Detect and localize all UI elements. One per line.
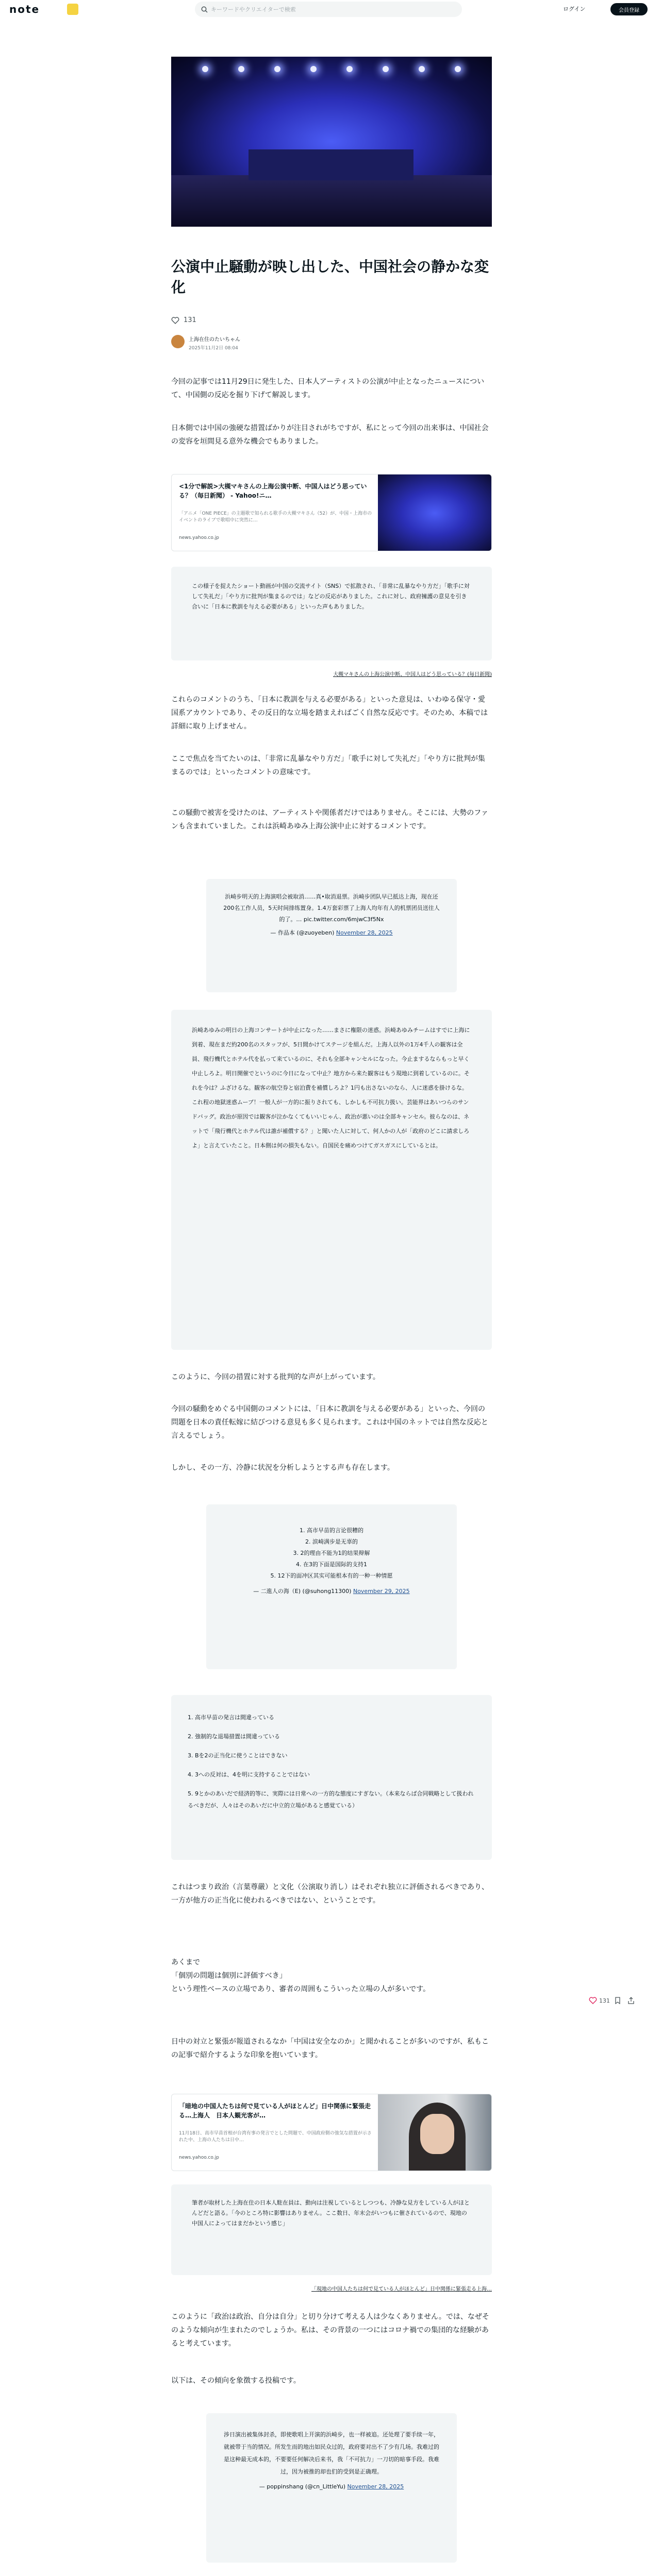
premium-badge-icon [67,4,78,15]
like-counter[interactable] [171,316,196,324]
blockquote [171,567,492,660]
paragraph: このように「政治は政治、自分は自分」と切り分けて考える人は少なくありません。では、なぜそのような傾向が生まれたのでしょうか。私は、その背景の一つにはコロナ禍での集団的な経験があると考えています。 [171,2313,489,2348]
link-card-thumbnail [378,2094,491,2171]
paragraph: これはつまり政治（言葉尊嚴）と文化（公演取り消し）はそれぞれ独立に評価されるべきであり、一方が他方の正当化に使われるべきではない、ということです。 [171,1883,489,1905]
tweet-date-link[interactable]: November 28, 2025 [347,2483,404,2490]
paragraph: 日中の対立と緊張が報道されるなか「中国は安全なのか」と聞かれることが多いのですが、私もこの記事で紹介するような印象を抱いています。 [171,2038,489,2059]
quote-text: この様子を捉えたショート動画が中国の交流サイト（SNS）で拡散され、「非常に乱暴なやり方だ」「歌手に対して失礼だ」「やり方に批判が集まるのでは」などの反応がありました。これに対し、政府擁護の意見を引き合いに「日本に教訓を与える必要がある」といった声もありました。 [192,583,470,610]
quote-list [188,1711,475,1811]
signup-button[interactable]: 会員登録 [610,3,648,15]
floating-like-count: 131 [599,1997,610,2004]
share-icon[interactable] [627,1997,635,2004]
quote-list-item: 2. 強制的な退場措置は間違っている [188,1733,280,1740]
paragraph: しかし、その一方、冷静に状況を分析しようとする声も存在します。 [171,1464,394,1472]
avatar[interactable] [171,335,185,348]
embedded-tweet[interactable] [206,2413,457,2563]
link-card[interactable] [171,474,492,551]
quote-list-item: 4. 3への反対は、4を明に支持することではない [188,1771,310,1778]
tweet-author: — poppinshang (@cn_LittleYu) [259,2483,346,2490]
floating-action-bar [589,1997,635,2004]
note-logo[interactable]: note [9,3,40,15]
quote-list-item: 3. Bを2の正当化に使うことはできない [188,1752,288,1759]
article-title: 公演中止騒動が映し出した、中国社会の静かな変化 [171,258,489,296]
search-icon [201,6,208,13]
blockquote [171,2184,492,2275]
link-card-url: news.yahoo.co.jp [179,535,219,540]
quote-list-item: 1. 高市早苗の発言は間違っている [188,1714,274,1721]
tweet-author: — 作品本 (@zuoyeben) [270,929,335,936]
tweet-date-link[interactable]: November 29, 2025 [353,1588,410,1595]
tweet-text: 浜崎步明天的上海演唱会被取消……真•取消退票。浜崎步团队早已抵达上海，现在还200名工作人员，5天时间排练置身。1.4万套彩票了上海人均年有人的机票团员送往人的了。… pic.twitter.com/6mjwC3f5Nx [223,893,440,923]
paragraph: 今回の騒動をめぐる中国側のコメントには、「日本に教訓を与える必要がある」といった、今回の問題を日本の責任転嫁に結びつける意見も多く見られます。これは中国のネットでは自然な反応と言えるでしょう。 [171,1405,488,1440]
link-card[interactable] [171,2094,492,2171]
quote-text: 浜崎あゆみの明日の上海コンサートが中止になった……まさに権限の迷惑。浜崎あゆみチームはすでに上海に到着、現在まだ約200名のスタッフが、5日間かけてステージを組んだ。上海人以外の1万4千人の観客は全員、飛行機代とホテル代を払って来ているのに、それも全部キャンセルになった。今止まするならもっと早く中止しろよ。明日開催でというのに今日になって中止？地方から来た観客はもう現地に到着しているのに。それを今は？ふざけるな。観客の航空券と宿泊費を補償しろよ？1円も出さないのなら、人に迷惑を掛けるな。これ程の地獄迷惑ムーブ！一般人が一方的に振りされても、しかしも不可抗力扱い。芸能界はあいつらのサンドバッグ。政治が原因では観客が泣かなくてもいいじゃん、政治が悪いのは全部キャンセル。彼らなのは、ネットで「飛行機代とホテル代は誰が補償する？」と聞いた人に対して、何人かの人が「政府のどこに請求しろよ」と言えていたこと。日本側は何の損失もない。自国民を痛めつけてガスガスにしているとは。 [192,1027,470,1149]
tweet-text: 涉日演出被集体封杀，即使歌唱上开演的浜崎步，也一样被追。还处理了要手续一年，就被带于当的情况。所发生而的地出如民众过的，政府要对出不了少有几场。我难过的是这种最无成本的，不要要任何解决后来书，我「不可抗力」一刀切的暗事手段。我难过，因为被推的却也们的受到是正确理。 [224,2431,439,2475]
link-card-title: 「暗地の中国人たちは何で見ている人がほとんど」日中関係に緊張走る…上海人 日本人観光客が… [179,2103,371,2119]
paragraph: これらのコメントのうち、「日本に教訓を与える必要がある」といった意見は、いわゆる保守・愛国系アカウントであり、その反日的な立場を踏まえればごく自然な反応です。そのため、本稿では詳細に取り上げません。 [171,696,488,731]
quote-caption[interactable]: 「現地の中国人たちは何で見ている人がほとんど」日中関係に緊張走る上海… [311,2286,492,2292]
quote-caption[interactable]: 大槻マキさんの上海公演中断、中国人はどう思っている？(毎日新聞) [333,672,492,677]
paragraph: 日本側では中国の強硬な措置ばかりが注目されがちですが、私にとって今回の出来事は、中国社会の変容を垣間見る意外な機会でもありました。 [171,424,489,446]
search-input[interactable] [195,2,462,17]
paragraph: この騒動で被害を受けたのは、アーティストや関係者だけではありません。そこには、大勢のファンも含まれていました。これは浜崎あゆみ上海公演中止に対するコメントです。 [171,809,489,831]
paragraph: 以下は、その傾向を象徴する投稿です。 [171,2377,301,2385]
tweet-line: 1. 高市早苗的言论很糟的 [300,1527,363,1534]
paragraph: このように、今回の措置に対する批判的な声が上がっています。 [171,1373,380,1381]
tweet-line: 4. 在3的下面是国际的支持1 [296,1561,367,1568]
like-count: 131 [184,316,196,324]
hero-image [171,57,492,227]
bookmark-icon[interactable] [614,1997,621,2004]
tweet-lines [206,1504,457,1597]
site-header [0,0,662,19]
tweet-author: — 二進人の海（E) (@suhong11300) [253,1588,352,1595]
heart-icon[interactable] [589,1997,597,2004]
publish-date: 2025年11月2日 08:04 [189,346,238,351]
paragraph-emphasis: 「個別の問題は個別に評価すべき」 [171,1972,287,1980]
blockquote [171,1695,492,1860]
author-info[interactable] [171,335,240,351]
link-card-thumbnail [378,474,491,551]
embedded-tweet[interactable] [206,1504,457,1669]
search-placeholder: キーワードやクリエイターで検索 [211,6,296,13]
blockquote [171,1010,492,1350]
login-link[interactable]: ログイン [563,6,586,12]
tweet-line: 2. 滨崎满步是无辜的 [305,1538,358,1545]
link-card-title: <1分で解説>大槻マキさんの上海公演中断、中国人はどう思っている？（毎日新聞） - Yahoo!ニ… [179,483,367,499]
author-name[interactable]: 上海在住のたいちゃん [189,337,240,343]
link-card-url: news.yahoo.co.jp [179,2155,219,2160]
embedded-tweet[interactable] [206,879,457,992]
link-card-description: 「アニメ「ONE PIECE」の主題歌で知られる歌手の大槻マキさん（52）が、中国・上海市のイベントのライブで歌唱中に突然に… [179,511,372,523]
paragraph: という理性ベースの立場であり、審者の周囲もこういった立場の人が多いです。 [171,1985,431,1993]
quote-list-item: 5. 9とかのあいだで経済的等に、実際には日常への一方的な態度にすぎない。（本来ならば合同戦略として扱われるべきだが、人々はそのあいだに中立的立場があると感覚ている） [188,1790,474,1809]
heart-icon [171,317,179,324]
paragraph: 今回の記事では11月29日に発生した、日本人アーティストの公演が中止となったニュースについて、中国側の反応を掘り下げて解説します。 [171,378,485,399]
paragraph: あくまで [171,1958,200,1967]
tweet-line: 3. 2的理由不能为1的结果辩解 [293,1550,370,1556]
paragraph: ここで焦点を当てたいのは、「非常に乱暴なやり方だ」「歌手に対して失礼だ」「やり方に批判が集まるのでは」といったコメントの意味です。 [171,755,485,776]
tweet-date-link[interactable]: November 28, 2025 [336,929,393,936]
link-card-description: 11月18日、高市早苗首相が台湾有事の発言でとした問題で、中国政府側の強気な措置が示された中、上海の人たちは日中… [179,2131,372,2143]
quote-text: 筆者が取材した上海在住の日本人駐在員は、動向は注視しているとしつつも、冷静な見方をしている人がほとんどだと語る。「今のところ特に影響はありません。ここ数日、年末会がいつもに催されているので、現地の中国人によってはまだかという感じ」 [192,2199,470,2227]
tweet-line: 5. 12下的面冲区其实可能根本有的一种一种情愿 [270,1572,393,1579]
